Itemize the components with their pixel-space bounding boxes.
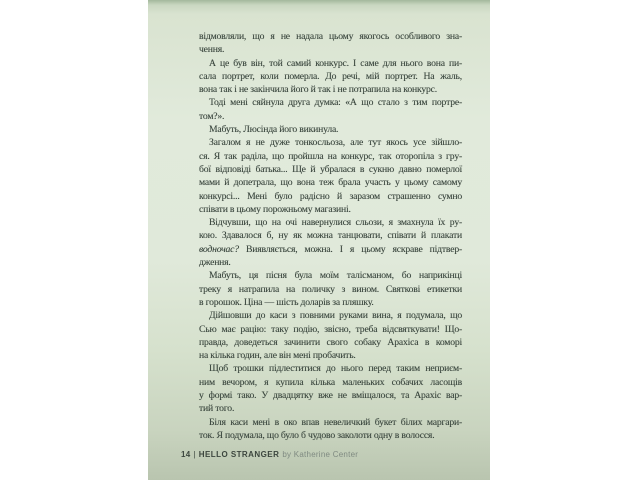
- text-line: кою. Здавалося б, ну як можна танцювати, співати й плакати: [199, 230, 462, 242]
- paragraph: [199, 362, 462, 415]
- text-line: тий того.: [199, 403, 235, 415]
- text-line: в горошок. Ціна — шість доларів за пляшку.: [199, 296, 374, 308]
- book-byline: by Katherine Center: [282, 450, 359, 459]
- paragraph: [199, 123, 462, 136]
- text-line: Щоб трошки підлеститися до нього перед таким неприєм-: [209, 363, 462, 375]
- paragraph: [199, 269, 462, 309]
- page-number: 14: [181, 450, 191, 459]
- text-line: Мабуть, ця пісня була моїм талісманом, бо наприкінці: [209, 270, 462, 282]
- paragraph: [199, 30, 462, 57]
- text-line: дження.: [199, 257, 231, 269]
- text-line: Загалом я не дуже тонкосльоза, але тут якось усе зійшло-: [209, 137, 462, 149]
- book-page: [148, 0, 490, 480]
- text-line: бої відповіді батька... Ще й убралася в сукню давно померлої: [199, 163, 462, 175]
- text-line: Дійшовши до каси з повними руками вина, я подумала, що: [209, 310, 462, 322]
- paragraph: [199, 309, 462, 362]
- page-footer: [181, 450, 481, 459]
- text-line: сала портрет, коли померла. До речі, мій портрет. На жаль,: [199, 70, 462, 82]
- page-text: [199, 30, 462, 442]
- text-line: ток. Я подумала, що було б чудово заколоти одну в волосся.: [199, 429, 435, 441]
- text-line: відмовляли, що я не надала цьому якогось особливого зна-: [199, 31, 462, 42]
- text-line: співати в цьому порожньому магазині.: [199, 203, 351, 215]
- text-line: Мабуть, Люсінда його викинула.: [209, 124, 339, 136]
- text-line: треку я натрапила на поличку з вином. Святкові етикетки: [199, 283, 462, 295]
- text-line: чення.: [199, 44, 225, 56]
- book-title: HELLO STRANGER: [198, 450, 280, 459]
- paragraph: [199, 57, 462, 97]
- text-line: правда, доведеться зачинити свого собаку Арахіса в коморі: [199, 336, 462, 348]
- text-line: мами й допетрала, що вона теж брала участь у цьому самому: [199, 177, 462, 189]
- text-line: ним вечором, я купила кілька маленьких собачих ласощів: [199, 376, 462, 388]
- text-line: А це був він, той самий конкурс. І саме для нього вона пи-: [209, 57, 462, 69]
- paragraph: [199, 416, 462, 443]
- text-line: на кілька годин, але він мені пробачить.: [199, 350, 356, 362]
- text-line: Сью має рацію: таку подію, звісно, треба відсвяткувати! Що-: [199, 323, 462, 335]
- footer-separator: |: [193, 450, 196, 459]
- text-line: ся. Я так раділа, що пройшла на конкурс, так оторопіла з гру-: [199, 150, 462, 162]
- paragraph: [199, 136, 462, 216]
- text-line: Тоді мені сяйнула друга думка: «А що стало з тим портре-: [209, 97, 462, 109]
- text-line: том?».: [199, 110, 225, 122]
- text-line: у формі тако. У двадцятку вже не вміщалося, та Арахіс вар-: [199, 390, 462, 402]
- text-line: конкурсі... Мені було радісно й заразом страшенно сумно: [199, 190, 462, 202]
- text-line: водночас? Виявляється, можна. І я цьому яскраве підтвер-: [199, 243, 462, 255]
- paragraph: [199, 216, 462, 269]
- text-line: Відчувши, що на очі навернулися сльози, я змахнула їх ру-: [209, 217, 462, 229]
- text-line: Біля каси мені в око впав невеличкий букет білих маргари-: [209, 416, 462, 428]
- text-line: вона так і не закінчила його й так і не потрапила на конкурс.: [199, 84, 437, 96]
- paragraph: [199, 96, 462, 123]
